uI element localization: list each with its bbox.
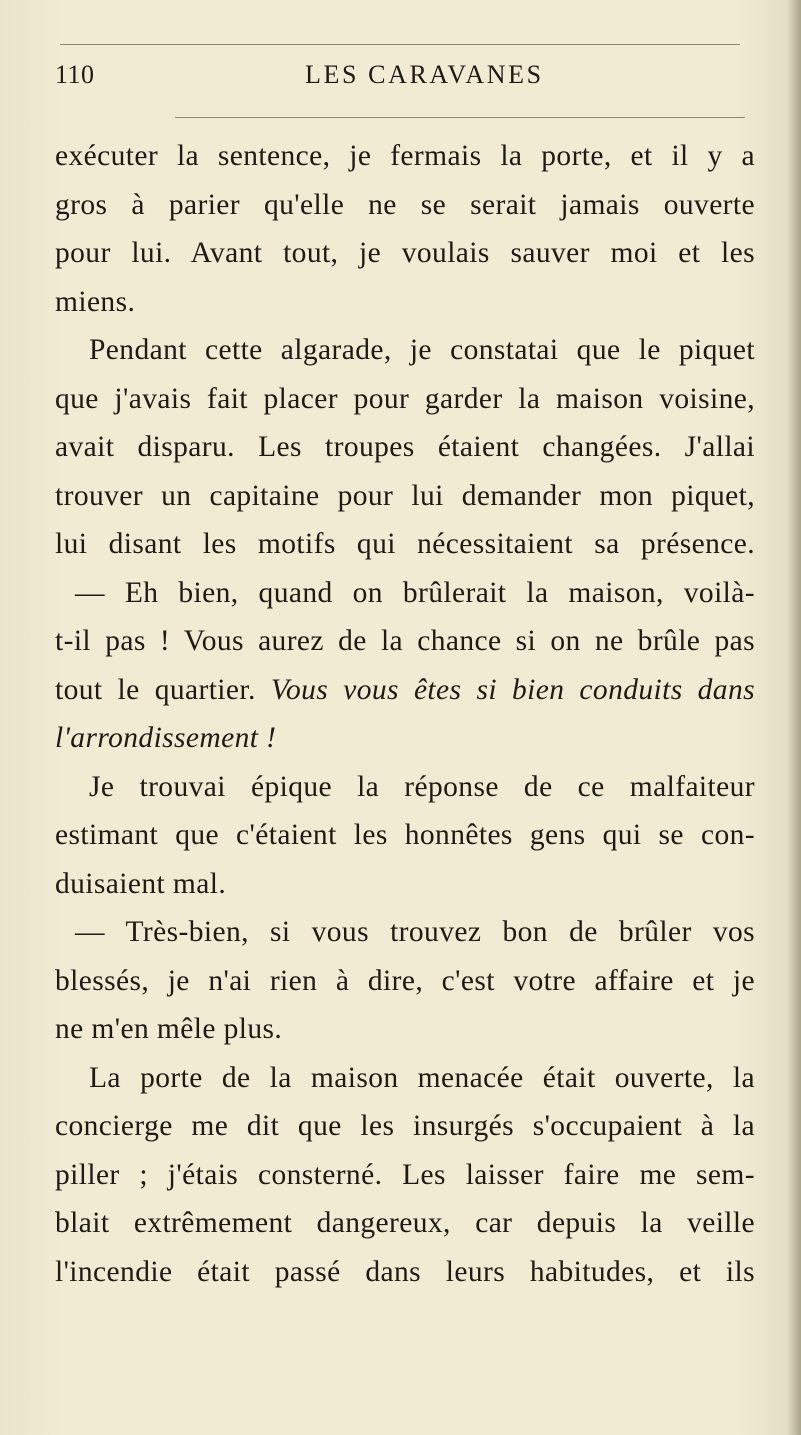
- text-line: exécuter la sentence, je fermais la porte, et il y a: [55, 140, 755, 172]
- text-line: l'incendie était passé dans leurs habitudes, et ils: [55, 1255, 755, 1288]
- header-rule-top: [60, 44, 740, 45]
- text-line: ne m'en mêle plus.: [55, 1013, 283, 1045]
- text-line: estimant que c'étaient les honnêtes gens qui se con-: [55, 819, 755, 851]
- running-head: LES CARAVANES: [305, 60, 544, 89]
- italic-segment: Vous vous êtes si bien conduits dans: [270, 673, 755, 706]
- text-line: La porte de la maison menacée était ouverte, la: [89, 1061, 755, 1094]
- text-line: blessés, je n'ai rien à dire, c'est votre affaire et je: [55, 964, 755, 997]
- page-edge-shadow: [787, 0, 801, 1435]
- text-line: pour lui. Avant tout, je voulais sauver moi et les: [55, 237, 755, 269]
- text-line: gros à parier qu'elle ne se serait jamais ouverte: [55, 188, 755, 221]
- text-line: trouver un capitaine pour lui demander mon piquet,: [55, 479, 755, 512]
- text-line: Pendant cette algarade, je constatai que le piquet: [89, 334, 755, 366]
- text-line: miens.: [55, 285, 136, 318]
- header-rule-bottom: [175, 117, 745, 118]
- text-line: lui disant les motifs qui nécessitaient sa présence.: [55, 528, 755, 560]
- text-line: [55, 666, 755, 715]
- text-line: Je trouvai épique la réponse de ce malfaiteur: [89, 770, 755, 803]
- text-line: l'arrondissement !: [55, 722, 277, 754]
- text-line: — Très-bien, si vous trouvez bon de brûler vos: [75, 916, 755, 948]
- text-line: duisaient mal.: [55, 867, 227, 900]
- body-text: [55, 132, 755, 1296]
- page-number: 110: [55, 60, 95, 89]
- text-line: — Eh bien, quand on brûlerait la maison, voilà-: [75, 576, 755, 609]
- text-line: concierge me dit que les insurgés s'occupaient à la: [55, 1110, 755, 1142]
- text-line: que j'avais fait placer pour garder la maison voisine,: [55, 382, 755, 415]
- text-segment: tout le quartier.: [55, 673, 256, 706]
- text-line: avait disparu. Les troupes étaient changées. J'allai: [55, 431, 755, 463]
- page-header: [55, 60, 745, 100]
- text-line: t-il pas ! Vous aurez de la chance si on ne brûle pas: [55, 625, 755, 657]
- text-line: piller ; j'étais consterné. Les laisser faire me sem-: [55, 1158, 755, 1191]
- text-line: blait extrêmement dangereux, car depuis la veille: [55, 1207, 755, 1239]
